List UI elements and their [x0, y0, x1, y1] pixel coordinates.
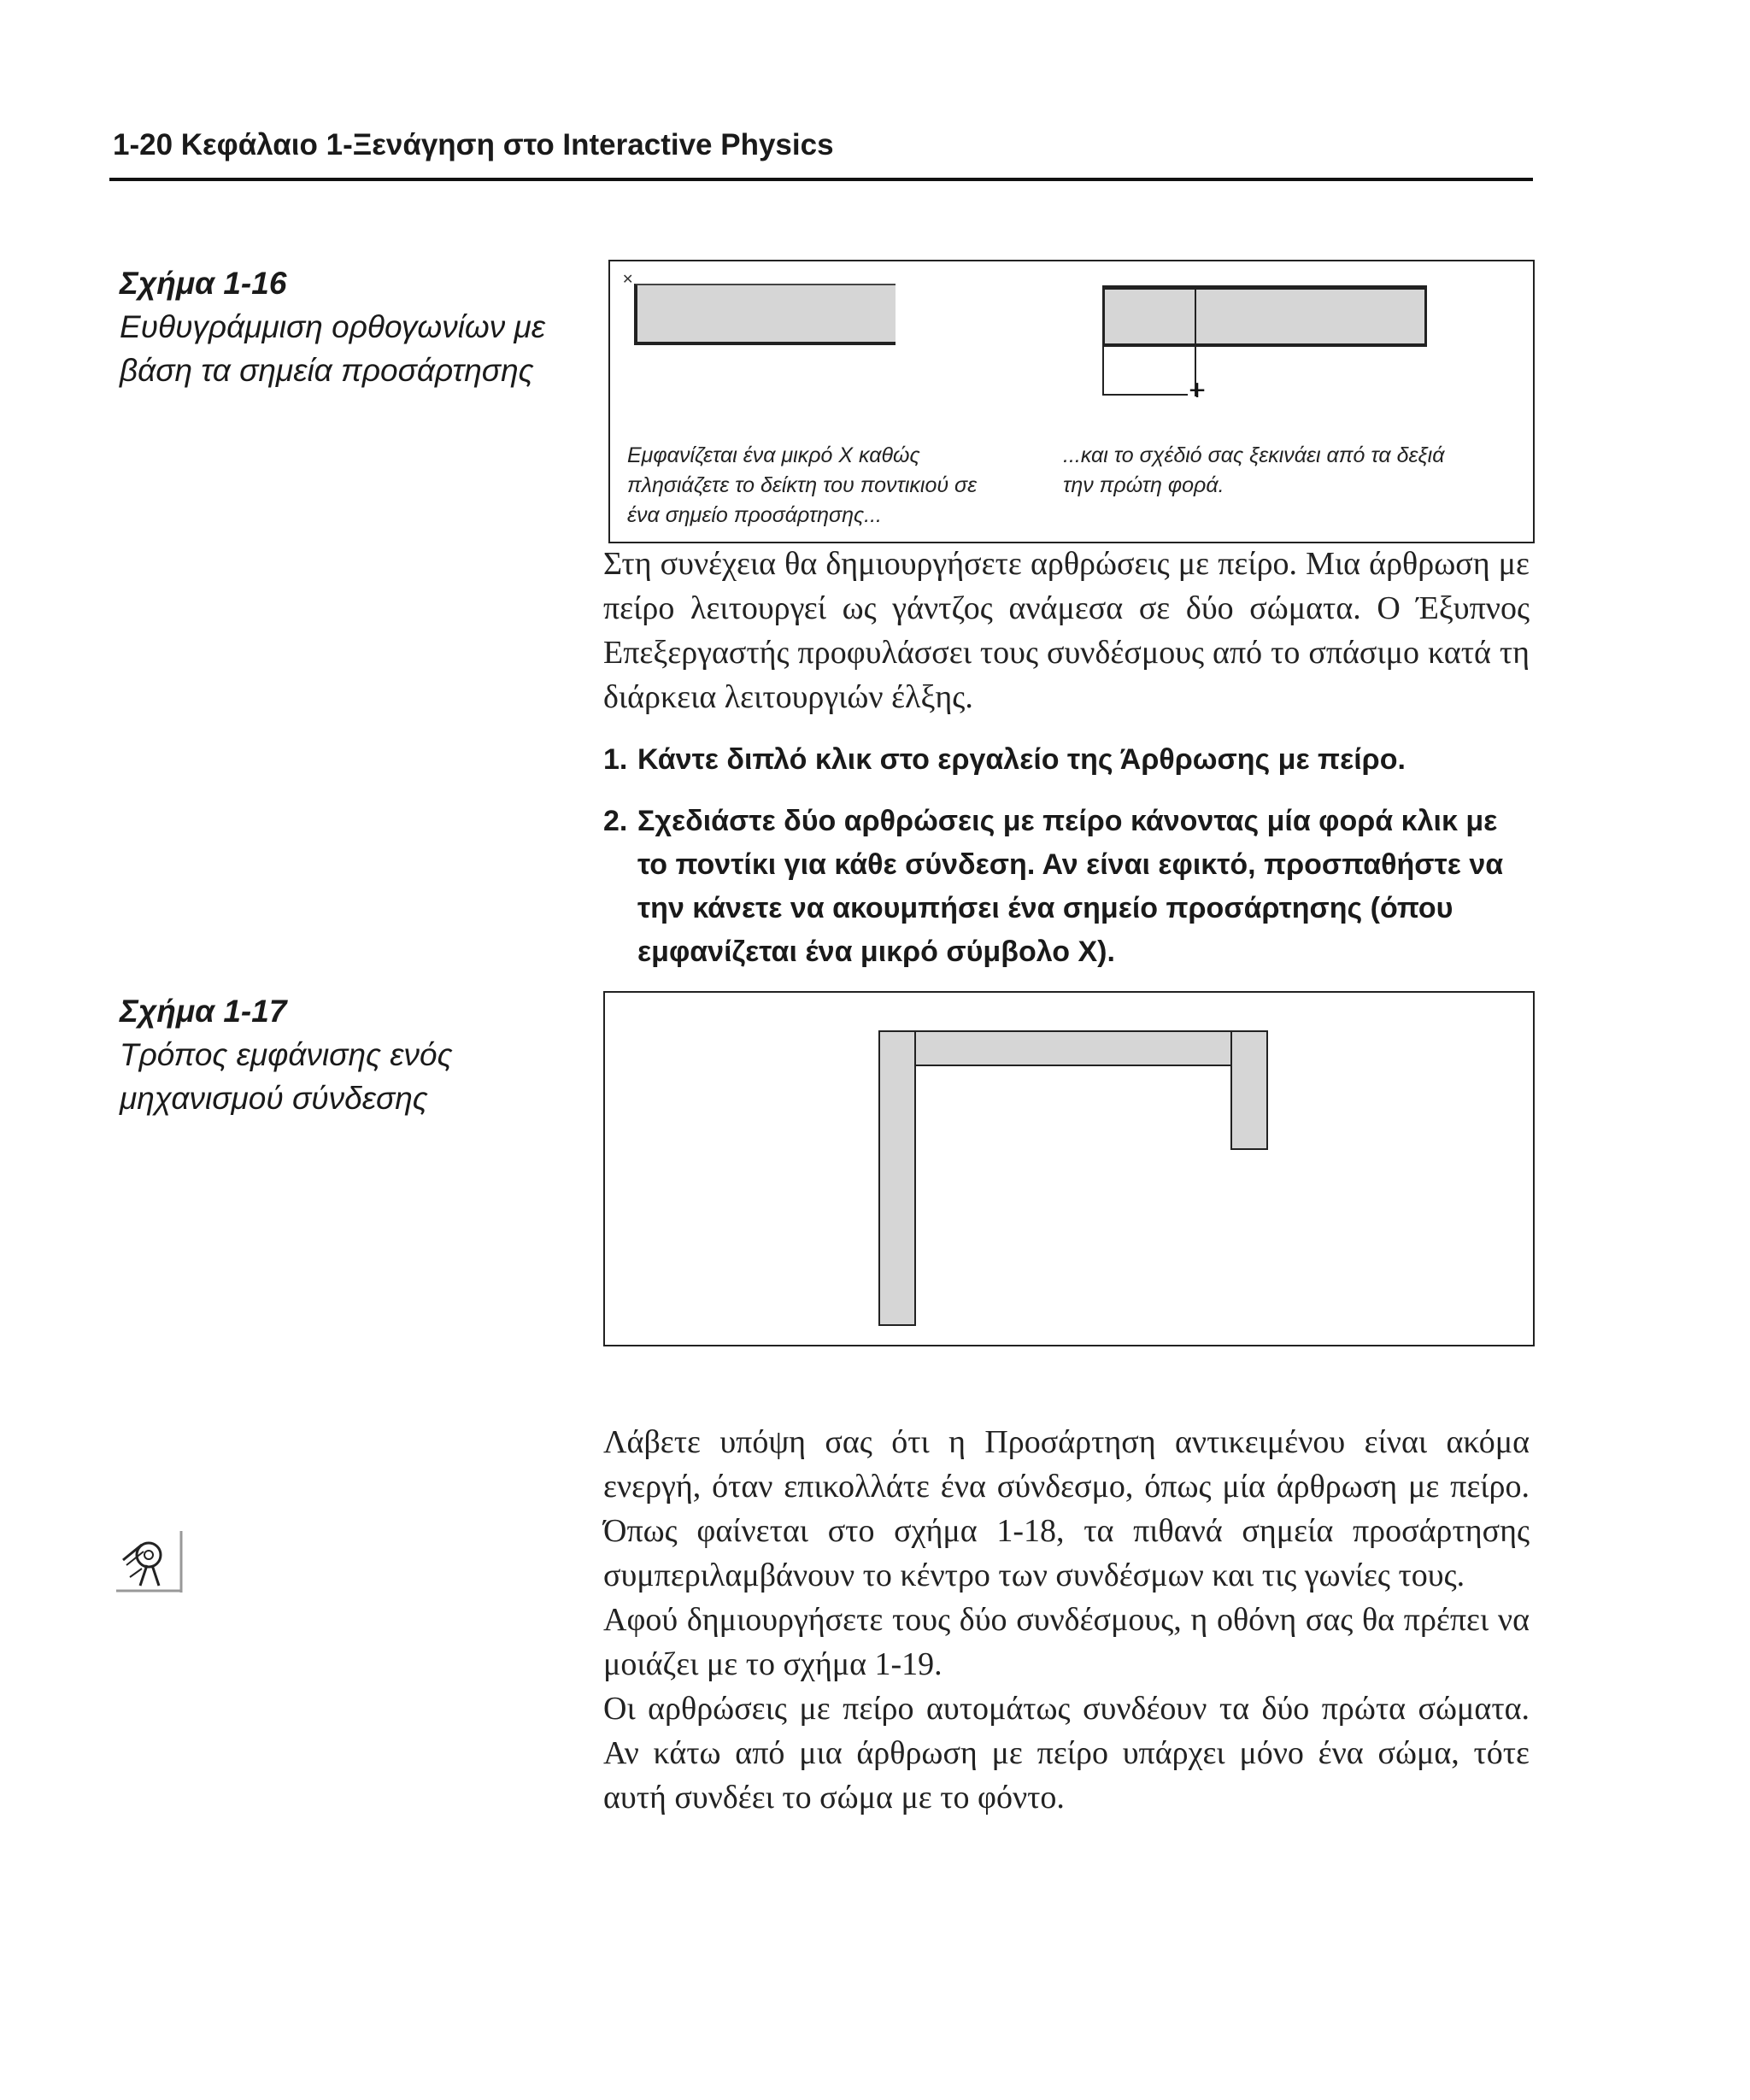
figure-16-right-rectangle	[1102, 285, 1427, 347]
step-1-text: Κάντε διπλό κλικ στο εργαλείο της Άρθρωσης με πείρο.	[637, 743, 1406, 776]
crosshair-icon: +	[1189, 374, 1206, 407]
figure-16-right-note: ...και το σχέδιό σας ξεκινάει από τα δεξιά την πρώτη φορά.	[1063, 443, 1445, 497]
closing-paragraphs	[603, 1420, 1530, 1820]
figure-16-guide-left	[1102, 347, 1104, 395]
header-rule	[109, 178, 1533, 181]
attach-x-icon: ✕	[622, 273, 634, 287]
figure-17-caption: Τρόπος εμφάνισης ενός μηχανισμού σύνδεσης	[120, 1037, 453, 1116]
closing-paragraph-2: Αφού δημιουργήσετε τους δύο συνδέσμους, η οθόνη σας θα πρέπει να μοιάζει με το σχήμα 1-19.	[603, 1602, 1530, 1682]
intro-paragraph	[603, 542, 1530, 719]
figure-16-caption-block	[120, 261, 598, 392]
figure-17-caption-block	[120, 989, 598, 1120]
figure-17-label: Σχήμα 1-17	[120, 994, 287, 1029]
step-2	[603, 800, 1535, 974]
figure-16-box	[608, 260, 1535, 543]
step-2-text: Σχεδιάστε δύο αρθρώσεις με πείρο κάνοντας μία φορά κλικ με το ποντίκι για κάθε σύνδεση. Αν είναι εφικτό, προσπαθήστε να την κάνετε να ακουμπήσει ένα σημείο προσάρτησης (όπου εμφανίζεται ένα μικρό σύμβολο Χ).	[637, 805, 1504, 968]
figure-16-label: Σχήμα 1-16	[120, 266, 287, 301]
pin-joint-tool-icon	[116, 1529, 185, 1593]
figure-16-caption: Ευθυγράμμιση ορθογωνίων με βάση τα σημεία προσάρτησης	[120, 309, 546, 388]
step-1-number: 1.	[603, 743, 628, 776]
closing-paragraph-3: Οι αρθρώσεις με πείρο αυτομάτως συνδέουν τα δύο πρώτα σώματα. Αν κάτω από μια άρθρωση με πείρο υπάρχει μόνο ένα σώμα, τότε αυτή συνδέει το σώμα με το φόντο.	[603, 1691, 1530, 1816]
intro-paragraph-text: Στη συνέχεια θα δημιουργήσετε αρθρώσεις με πείρο. Μια άρθρωση με πείρο λειτουργεί ως γάντζος ανάμεσα σε δύο σώματα. Ο Έξυπνος Επεξεργαστής προφυλάσσει τους συνδέσμους από το σπάσιμο κατά τη διάρκεια λειτουργιών έλξης.	[603, 546, 1530, 715]
mechanism-left-bar	[878, 1030, 916, 1326]
step-1	[603, 738, 1535, 782]
figure-16-left-note: Εμφανίζεται ένα μικρό Χ καθώς πλησιάζετε το δείκτη του ποντικιού σε ένα σημείο προσάρτησης...	[627, 443, 978, 527]
figure-16-left-rectangle	[634, 284, 896, 345]
page-header: 1-20 Κεφάλαιο 1-Ξενάγηση στο Interactive Physics	[113, 128, 834, 161]
mechanism-top-bar	[914, 1030, 1232, 1066]
figure-16-guide-bottom	[1102, 394, 1188, 396]
step-2-number: 2.	[603, 805, 628, 837]
figure-17-box	[603, 991, 1535, 1346]
mechanism-right-bar	[1230, 1030, 1268, 1150]
closing-paragraph-1: Λάβετε υπόψη σας ότι η Προσάρτηση αντικειμένου είναι ακόμα ενεργή, όταν επικολλάτε ένα σύνδεσμο, όπως μία άρθρωση με πείρο. Όπως φαίνεται στο σχήμα 1-18, τα πιθανά σημεία προσάρτησης συμπεριλαμβάνουν το κέντρο των συνδέσμων και τις γωνίες τους.	[603, 1424, 1530, 1593]
